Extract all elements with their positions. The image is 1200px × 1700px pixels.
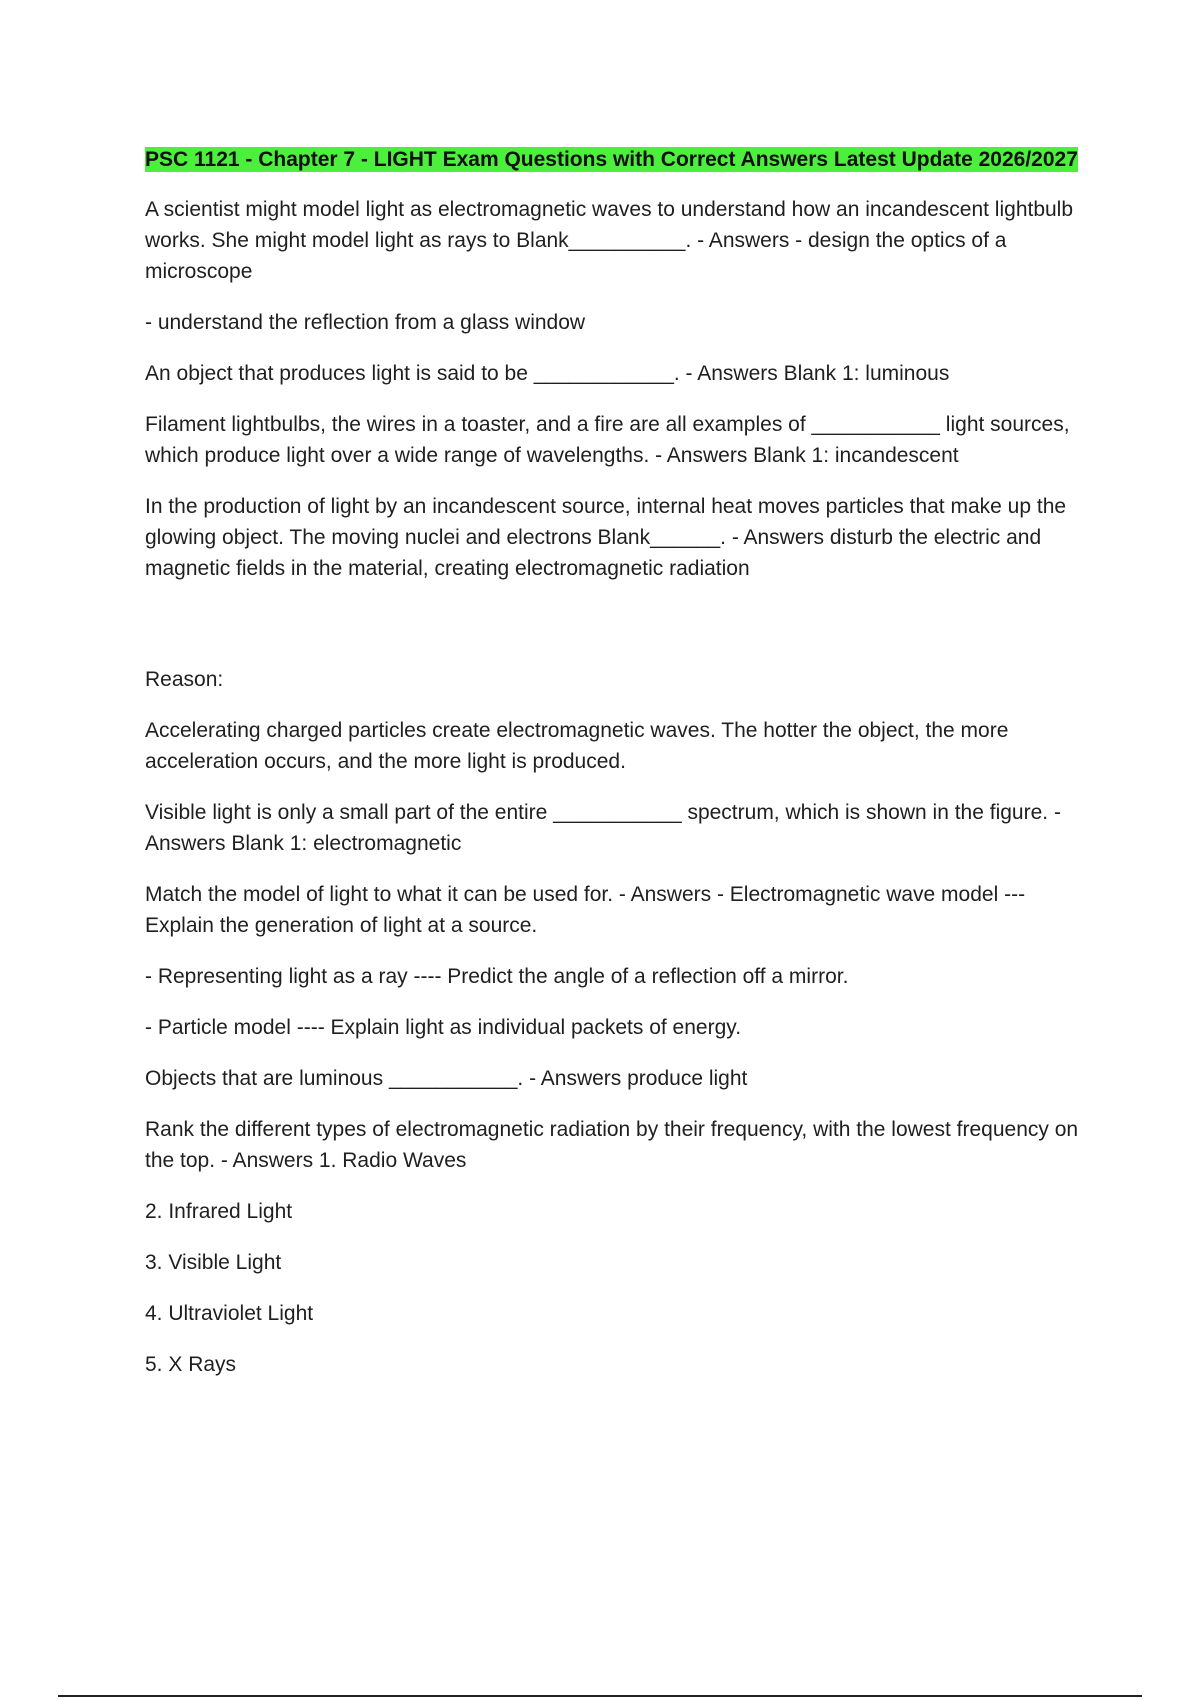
title-highlight: PSC 1121 - Chapter 7 - LIGHT Exam Questions with Correct Answers Latest Update 2026/2027 bbox=[145, 148, 1078, 171]
footer-divider bbox=[58, 1695, 1142, 1697]
qa-paragraph: - Representing light as a ray ---- Predict the angle of a reflection off a mirror. bbox=[145, 965, 849, 988]
qa-paragraph: Visible light is only a small part of the entire ___________ spectrum, which is shown in the figure. - Answers Blank 1: electromagnetic bbox=[145, 801, 1066, 855]
ranked-list-item: 5. X Rays bbox=[145, 1353, 237, 1376]
ranked-list-item: 2. Infrared Light bbox=[145, 1200, 293, 1223]
qa-paragraph: - Particle model ---- Explain light as individual packets of energy. bbox=[145, 1016, 742, 1039]
qa-paragraph: Match the model of light to what it can be used for. - Answers - Electromagnetic wave model --- Explain the generation of light at a source. bbox=[145, 883, 1031, 937]
blank-spacer bbox=[145, 604, 1095, 664]
qa-paragraph: Rank the different types of electromagnetic radiation by their frequency, with the lowest frequency on the top. - Answers 1. Radio Waves bbox=[145, 1118, 1084, 1172]
document-page bbox=[145, 144, 1095, 1400]
section-before-gap bbox=[145, 194, 1095, 584]
section-after-gap bbox=[145, 664, 1095, 1380]
qa-paragraph: In the production of light by an incandescent source, internal heat moves particles that make up the glowing object. The moving nuclei and electrons Blank______. - Answers disturb the electric and magnetic fields in the material, creating electromagnetic radiation bbox=[145, 495, 1072, 580]
ranked-list-item: 3. Visible Light bbox=[145, 1251, 282, 1274]
qa-paragraph: Filament lightbulbs, the wires in a toaster, and a fire are all examples of ___________ light sources, which produce light over a wide range of wavelengths. - Answers Blank 1: incandescent bbox=[145, 413, 1076, 467]
reason-label: Reason: bbox=[145, 668, 224, 691]
qa-paragraph: A scientist might model light as electromagnetic waves to understand how an incandescent lightbulb works. She might model light as rays to Blank__________. - Answers - design the optics of a microscope bbox=[145, 198, 1079, 283]
ranked-list-item: 4. Ultraviolet Light bbox=[145, 1302, 314, 1325]
qa-paragraph: - understand the reflection from a glass window bbox=[145, 311, 586, 334]
document-title bbox=[145, 144, 1095, 176]
qa-paragraph: Accelerating charged particles create electromagnetic waves. The hotter the object, the more acceleration occurs, and the more light is produced. bbox=[145, 719, 1015, 773]
qa-paragraph: An object that produces light is said to be ____________. - Answers Blank 1: luminous bbox=[145, 362, 950, 385]
qa-paragraph: Objects that are luminous ___________. - Answers produce light bbox=[145, 1067, 748, 1090]
